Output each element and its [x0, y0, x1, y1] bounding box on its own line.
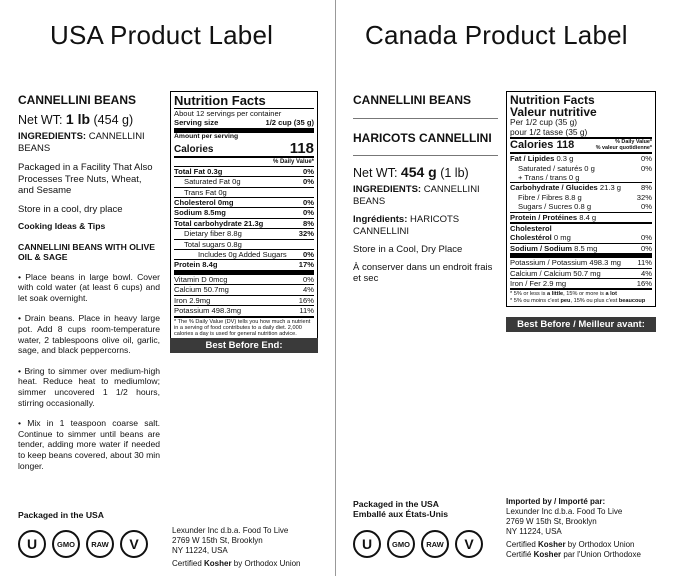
canada-best-before-banner: Best Before / Meilleur avant: — [506, 317, 656, 332]
canada-nf-row: Carbohydrate / Glucides 21.3 g 8% — [510, 183, 652, 193]
canada-packaged-in: Packaged in the USA Emballé aux États-Unis — [353, 499, 449, 519]
ou-kosher-icon: U — [18, 530, 46, 558]
canada-ingredients: INGREDIENTS: CANNELLINI BEANS — [353, 184, 480, 207]
usa-product-info — [18, 93, 160, 471]
usa-nf-row: Saturated Fat 0g 0% — [174, 176, 314, 186]
usa-nf-row: Protein 8.4g 17% — [174, 260, 314, 270]
usa-nf-calories: Calories 118 — [174, 139, 314, 157]
canada-nf-title-fr: Valeur nutritive — [510, 105, 597, 119]
usa-nf-dv-header: % Daily Value* — [174, 156, 314, 166]
usa-kosher-cert: Certified Kosher by Orthodox Union — [172, 559, 301, 568]
canada-importer-label: Imported by / Importé par: — [506, 497, 606, 506]
usa-nf-mineral-row: Calcium 50.7mg 4% — [174, 285, 314, 295]
usa-best-before-banner: Best Before End: — [170, 338, 318, 353]
usa-nf-minerals — [174, 270, 314, 316]
usa-cert-icons — [18, 530, 148, 558]
canada-product-name: CANNELLINI BEANS — [353, 93, 472, 107]
usa-recipe-step: • Mix in 1 teaspoon coarse salt. Continue to simmer until beans are tender, adding more water if needed to keep beans covered, about 30 min longer. — [18, 418, 160, 471]
usa-nf-mineral-row: Vitamin D 0mcg 0% — [174, 274, 314, 284]
raw-icon: RAW — [421, 530, 449, 558]
canada-nf-row: Fibre / Fibres 8.8 g 32% — [518, 192, 652, 202]
usa-nf-servings: About 12 servings per container — [174, 108, 314, 118]
canada-nutrition-facts — [506, 91, 656, 307]
canada-nf-mineral-row: Iron / Fer 2.9 mg 16% — [510, 279, 652, 289]
usa-nf-row: Total carbohydrate 21.3g 8% — [174, 218, 314, 228]
vegan-icon: V — [120, 530, 148, 558]
canada-cert-icons — [353, 530, 483, 558]
usa-ingredients: INGREDIENTS: CANNELLINI BEANS — [18, 131, 145, 154]
canada-company-info — [506, 497, 641, 560]
canada-nf-cholesterol: Cholesterol Cholestérol 0 mg 0% — [510, 224, 652, 243]
panel-divider — [335, 0, 336, 576]
canada-company-line: NY 11224, USA — [506, 527, 562, 536]
usa-packaged-in: Packaged in the USA — [18, 510, 104, 520]
canada-nf-sodium: Sodium / Sodium 8.5 mg 0% — [510, 243, 652, 253]
canada-net-weight: Net WT: 454 g (1 lb) — [353, 164, 469, 180]
canada-nf-serving: Per 1/2 cup (35 g) pour 1/2 tasse (35 g) — [510, 117, 588, 137]
canada-nf-mineral-row: Calcium / Calcium 50.7 mg 4% — [510, 268, 652, 278]
canada-nf-row: Protein / Protéines 8.4 g — [510, 212, 652, 222]
usa-nf-row: Trans Fat 0g — [174, 187, 314, 197]
usa-nf-row: Dietary fiber 8.8g 32% — [174, 228, 314, 238]
usa-nutrition-facts — [170, 91, 318, 341]
usa-nf-serving-size: Serving size 1/2 cup (35 g) — [174, 118, 314, 128]
canada-nf-calories-row — [510, 137, 652, 152]
usa-recipe-title: CANNELLINI BEANS WITH OLIVE OIL & SAGE — [18, 241, 156, 263]
usa-recipe-step: • Drain beans. Place in heavy large pot. Add 8 cups room-temperature water, 2 tablespoons olive oil, garlic, sage, and black peppercorns. — [18, 313, 160, 356]
non-gmo-icon: GMO — [52, 530, 80, 558]
usa-nf-title: Nutrition Facts — [174, 93, 266, 108]
canada-panel-title: Canada Product Label — [365, 20, 628, 50]
usa-net-weight: Net WT: 1 lb (454 g) — [18, 111, 134, 127]
canada-kosher-cert-fr: Certifié Kosher par l'Union Orthodoxe — [506, 550, 641, 559]
canada-nf-calories: Calories 118 — [510, 139, 575, 152]
usa-cooking-heading: Cooking Ideas & Tips — [18, 221, 106, 231]
canada-nf-dv-header: % Daily Value* % valeur quotidienne* — [595, 139, 652, 152]
canada-nf-row: + Trans / trans 0 g — [518, 173, 580, 182]
usa-nf-footnote: * The % Daily Value (DV) tells you how much a nutrient in a serving of food contributes to a daily diet. 2,000 calories a day is used for general nutrition advice. — [174, 316, 314, 338]
canada-nf-row: Fat / Lipides 0.3 g 0% — [510, 154, 652, 164]
vegan-icon: V — [455, 530, 483, 558]
canada-nf-title: Nutrition Facts — [510, 93, 595, 107]
non-gmo-icon: GMO — [387, 530, 415, 558]
usa-allergen-note: Packaged in a Facility That Also Processes Tree Nuts, Wheat, and Sesame — [18, 162, 153, 196]
usa-company-line: 2769 W 15th St, Brooklyn — [172, 536, 263, 545]
canada-nf-mineral-row: Potassium / Potassium 498.3 mg 11% — [510, 258, 652, 268]
usa-nf-row: Includes 0g Added Sugars 0% — [174, 249, 314, 259]
canada-company-line: Lexunder Inc d.b.a. Food To Live — [506, 507, 623, 516]
ou-kosher-icon: U — [353, 530, 381, 558]
canada-nf-row: Saturated / saturés 0 g 0% — [518, 163, 652, 173]
usa-nf-row: Total Fat 0.3g 0% — [174, 166, 314, 176]
usa-nf-mineral-row: Potassium 498.3mg 11% — [174, 306, 314, 316]
canada-product-name-fr: HARICOTS CANNELLINI — [353, 118, 498, 145]
canada-nf-rows — [510, 152, 652, 222]
canada-product-info — [353, 93, 498, 285]
canada-kosher-cert: Certified Kosher by Orthodox Union — [506, 540, 635, 549]
canada-storage: Store in a Cool, Dry Place — [353, 244, 463, 255]
raw-icon: RAW — [86, 530, 114, 558]
canada-nf-row: Sugars / Sucres 0.8 g 0% — [518, 202, 652, 212]
canada-nf-footnote: * 5% or less is a little, 15% or more is a lot * 5% ou moins c'est peu, 15% ou plus c'est beaucoup — [510, 288, 652, 304]
usa-panel-title: USA Product Label — [50, 20, 274, 50]
usa-company-info — [172, 526, 301, 569]
canada-ingredients-fr: Ingrédients: HARICOTS CANNELLINI — [353, 214, 460, 237]
canada-storage-fr: À conserver dans un endroit frais et sec — [353, 261, 493, 284]
usa-nf-rows — [174, 166, 314, 270]
usa-nf-row: Total sugars 0.8g — [174, 239, 314, 249]
usa-recipe-step: • Place beans in large bowl. Cover with cold water (at least 6 cups) and let soak overnight. — [18, 271, 160, 303]
canada-nf-minerals — [510, 253, 652, 288]
usa-company-line: Lexunder Inc d.b.a. Food To Live — [172, 526, 289, 535]
canada-company-line: 2769 W 15th St, Brooklyn — [506, 517, 597, 526]
usa-nf-amount-per: Amount per serving — [174, 128, 314, 141]
usa-nf-row: Cholesterol 0mg 0% — [174, 198, 314, 208]
usa-recipe-steps — [18, 272, 160, 472]
usa-recipe-step: • Bring to simmer over medium-high heat. Reduce heat to mediumlow; simmer uncovered 1 1/2 hours, stirring occasionally. — [18, 365, 160, 408]
usa-company-line: NY 11224, USA — [172, 546, 228, 555]
usa-nf-mineral-row: Iron 2.9mg 16% — [174, 295, 314, 305]
usa-nf-row: Sodium 8.5mg 0% — [174, 208, 314, 218]
usa-product-name: CANNELLINI BEANS — [18, 93, 137, 107]
usa-storage: Store in a cool, dry place — [18, 203, 123, 215]
